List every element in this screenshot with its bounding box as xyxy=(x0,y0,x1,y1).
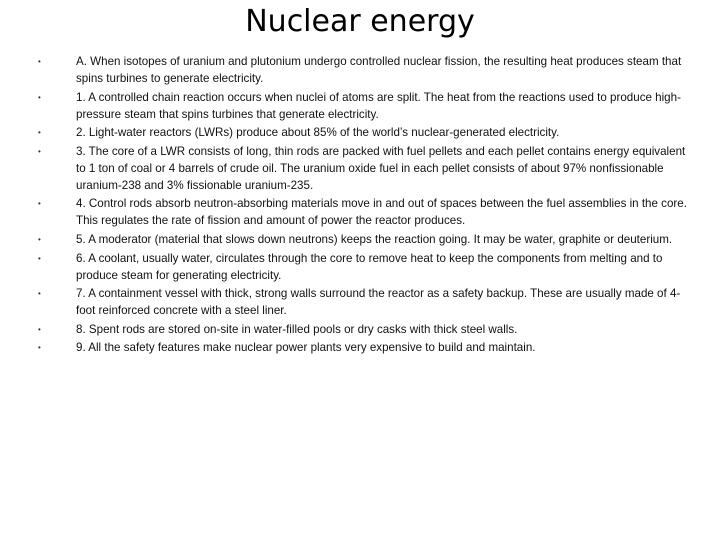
item-text: 6. A coolant, usually water, circulates through the core to remove heat to keep the components from melting and to produce steam for generating electricity. xyxy=(76,251,663,282)
list-item xyxy=(38,231,688,248)
bullet-icon: • xyxy=(38,199,41,209)
list-item xyxy=(38,321,688,338)
item-text: 7. A containment vessel with thick, strong walls surround the reactor as a safety backup. These are usually made of 4-foot reinforced concrete with a steel liner. xyxy=(76,287,681,318)
item-text: 8. Spent rods are stored on-site in water-filled pools or dry casks with thick steel walls. xyxy=(76,322,518,336)
item-text: 3. The core of a LWR consists of long, thin rods are packed with fuel pellets and each pellet contains energy equivalent to 1 ton of coal or 4 barrels of crude oil. The uranium oxide fuel in each pellet consists of about 97% nonfissionable uranium-238 and 3% fissionable uranium-235. xyxy=(76,144,686,192)
bullet-icon: • xyxy=(38,289,41,299)
bullet-icon: • xyxy=(38,92,41,102)
item-text: 4. Control rods absorb neutron-absorbing materials move in and out of spaces between the fuel assemblies in the core. This regulates the rate of fission and amount of power the reactor produces. xyxy=(76,197,687,228)
item-text: 5. A moderator (material that slows down neutrons) keeps the reaction going. It may be water, graphite or deuterium. xyxy=(76,232,673,246)
bullet-icon: • xyxy=(38,343,41,353)
list-item xyxy=(38,124,688,141)
list-item xyxy=(38,195,688,229)
bullet-icon: • xyxy=(38,234,41,244)
list-item xyxy=(38,89,688,123)
item-text: 9. All the safety features make nuclear power plants very expensive to build and maintain. xyxy=(76,341,536,355)
slide-title: Nuclear energy xyxy=(245,4,475,39)
list-item xyxy=(38,143,688,194)
bullet-icon: • xyxy=(38,146,41,156)
item-text: 1. A controlled chain reaction occurs when nuclei of atoms are split. The heat from the reactions used to produce high-pressure steam that spins turbines that generate electricity. xyxy=(76,90,681,121)
item-text: 2. Light-water reactors (LWRs) produce about 85% of the world’s nuclear-generated electricity. xyxy=(76,126,560,140)
bullet-icon: • xyxy=(38,57,41,66)
bullet-icon: • xyxy=(38,253,41,263)
bullet-icon: • xyxy=(38,128,41,138)
item-text: A. When isotopes of uranium and plutonium undergo controlled nuclear fission, the resulting heat produces steam that spins turbines to generate electricity. xyxy=(76,55,682,85)
list-item xyxy=(38,53,688,87)
list-item xyxy=(38,339,688,356)
bullet-list xyxy=(38,53,688,358)
bullet-icon: • xyxy=(38,324,41,334)
list-item xyxy=(38,250,688,284)
list-item xyxy=(38,285,688,319)
